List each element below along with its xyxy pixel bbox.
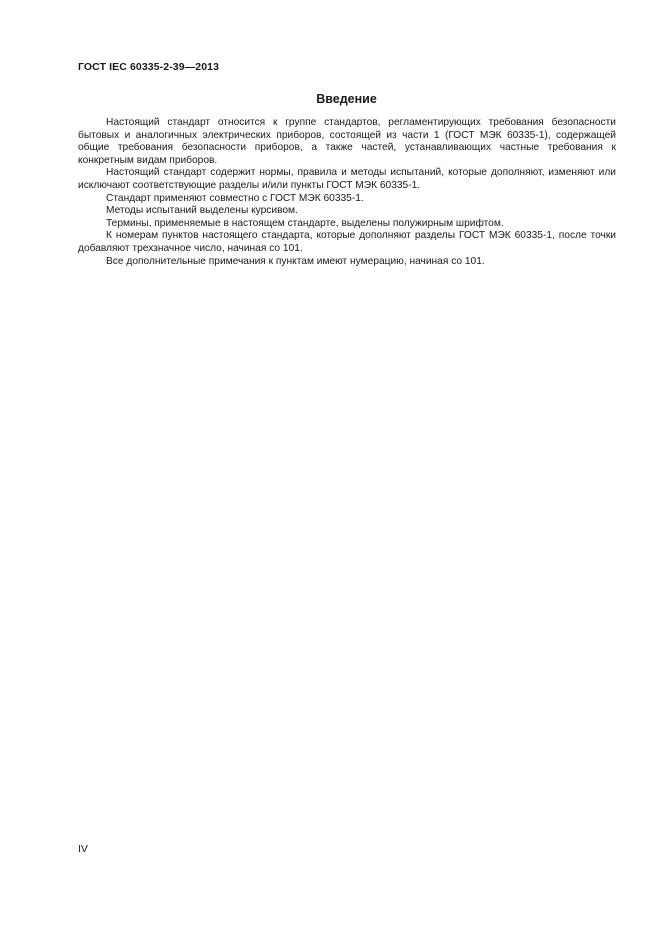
section-title: Введение: [316, 92, 377, 106]
body-text: [78, 117, 616, 268]
paragraph: Методы испытаний выделены курсивом.: [106, 205, 298, 217]
paragraph: Настоящий стандарт содержит нормы, правила и методы испытаний, которые дополняют, изменяют или исключают соответствующие разделы и/или пункты ГОСТ МЭК 60335-1.: [78, 167, 616, 191]
document-header-id: ГОСТ IEC 60335-2-39—2013: [78, 61, 220, 73]
page-number: IV: [78, 843, 88, 855]
paragraph: Настоящий стандарт относится к группе стандартов, регламентирующих требования безопасности бытовых и аналогичных электрических приборов, состоящей из части 1 (ГОСТ МЭК 60335-1), содержащей общие требования безопасности приборов, а также частей, устанавливающих частные требования к конкретным видам приборов.: [78, 117, 616, 166]
paragraph: Все дополнительные примечания к пунктам имеют нумерацию, начиная со 101.: [106, 255, 485, 267]
paragraph: Термины, применяемые в настоящем стандарте, выделены полужирным шрифтом.: [106, 217, 504, 229]
paragraph: К номерам пунктов настоящего стандарта, которые дополняют разделы ГОСТ МЭК 60335-1, после точки добавляют трехзначное число, начиная со 101.: [78, 230, 616, 254]
paragraph: Стандарт применяют совместно с ГОСТ МЭК 60335-1.: [106, 192, 364, 204]
